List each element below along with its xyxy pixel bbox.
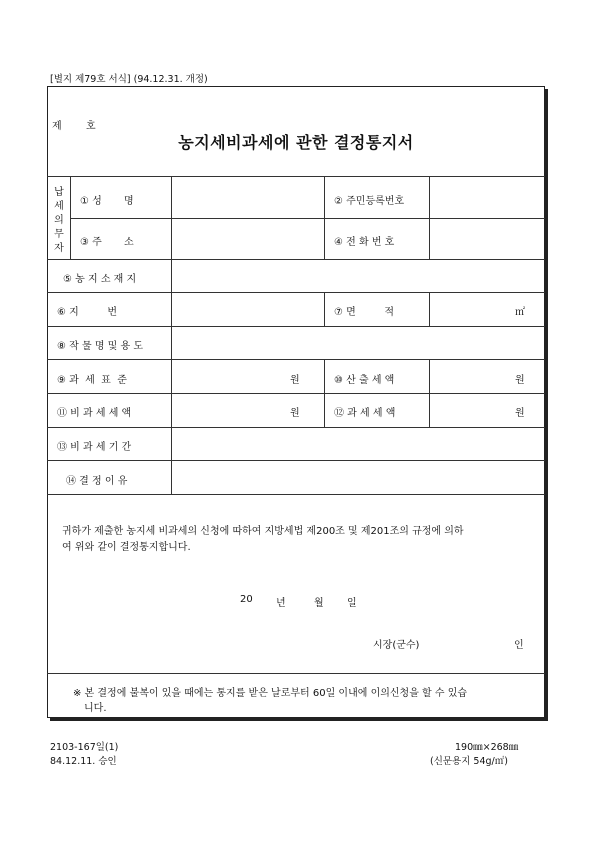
decision-reason-label: ⑭ 결 정 이 유 [66, 476, 128, 487]
date-day: 일 [347, 598, 357, 609]
exempt-period-label: ⑬ 비 과 세 기 간 [57, 442, 132, 453]
imposed-tax-label: ⑫ 과 세 세 액 [334, 408, 396, 419]
name-field[interactable] [172, 177, 323, 217]
date-year: 년 [276, 598, 286, 609]
footer-code: 2103-167일(1) [50, 742, 119, 753]
signer-label: 시장(군수) [373, 640, 420, 651]
frame-shadow-bottom [50, 718, 548, 721]
decision-reason-field[interactable] [172, 461, 544, 493]
name-label: ① 성 명 [80, 196, 134, 207]
exempt-tax-label: ⑪ 비 과 세 세 액 [57, 408, 132, 419]
grid-line [70, 176, 71, 259]
imposed-tax-field[interactable] [430, 394, 510, 426]
doc-number-ho: 호 [86, 121, 96, 132]
resident-id-field[interactable] [430, 177, 544, 217]
area-unit: ㎡ [515, 307, 525, 318]
footer-paper: (신문용지 54g/㎡) [430, 756, 508, 767]
side-char: 납 [54, 187, 64, 198]
doc-number-je: 제 [52, 121, 62, 132]
address-field[interactable] [172, 219, 323, 258]
address-label: ③ 주 소 [80, 237, 134, 248]
farm-location-label: ⑤ 농 지 소 재 지 [63, 274, 137, 285]
lot-number-field[interactable] [172, 293, 323, 325]
resident-id-label: ② 주민등록번호 [334, 196, 405, 207]
phone-label: ④ 전 화 번 호 [334, 237, 395, 248]
footer-approval: 84.12.11. 승인 [50, 756, 117, 767]
appeal-notice-line1: ※ 본 결정에 불복이 있을 때에는 통지를 받은 날로부터 60일 이내에 이의신청을 할 수 있습 [73, 688, 468, 699]
tax-base-field[interactable] [172, 360, 282, 392]
calculated-tax-unit: 원 [515, 375, 525, 386]
side-char: 자 [54, 243, 64, 254]
document-title: 농지세비과세에 관한 결정통지서 [178, 133, 414, 152]
footer-size: 190㎜×268㎜ [455, 742, 519, 753]
seal-mark: 인 [514, 640, 524, 651]
exempt-period-field[interactable] [172, 428, 544, 459]
side-char: 세 [54, 201, 64, 212]
phone-field[interactable] [430, 219, 544, 258]
calculated-tax-field[interactable] [430, 360, 510, 392]
area-field[interactable] [430, 293, 510, 325]
side-char: 무 [54, 229, 64, 240]
notice-text-line1: 귀하가 제출한 농지세 비과세의 신청에 따하여 지방세법 제200조 및 제201조의 규정에 의하 [62, 526, 464, 537]
tax-base-label: ⑨ 과 세 표 준 [57, 375, 127, 386]
crop-use-field[interactable] [172, 327, 544, 358]
imposed-tax-unit: 원 [515, 408, 525, 419]
exempt-tax-unit: 원 [290, 408, 300, 419]
tax-base-unit: 원 [290, 375, 300, 386]
grid-line [324, 359, 325, 427]
appeal-notice-line2: 니다. [84, 703, 107, 714]
lot-number-label: ⑥ 지 번 [57, 307, 118, 318]
area-label: ⑦ 면 적 [334, 307, 395, 318]
grid-line [324, 176, 325, 259]
calculated-tax-label: ⑩ 산 출 세 액 [334, 375, 395, 386]
farm-location-field[interactable] [172, 260, 544, 291]
frame-shadow-right [545, 89, 548, 721]
grid-line [47, 673, 545, 674]
grid-line [324, 292, 325, 326]
form-number: [별지 제79호 서식] (94.12.31. 개정) [50, 74, 208, 85]
exempt-tax-field[interactable] [172, 394, 282, 426]
date-month: 월 [314, 598, 324, 609]
side-char: 의 [54, 215, 64, 226]
notice-text-line2: 여 위와 같이 결정통지합니다. [62, 542, 191, 553]
grid-line [47, 494, 545, 495]
date-prefix: 20 [240, 594, 253, 605]
crop-use-label: ⑧ 작 물 명 및 용 도 [57, 341, 143, 352]
